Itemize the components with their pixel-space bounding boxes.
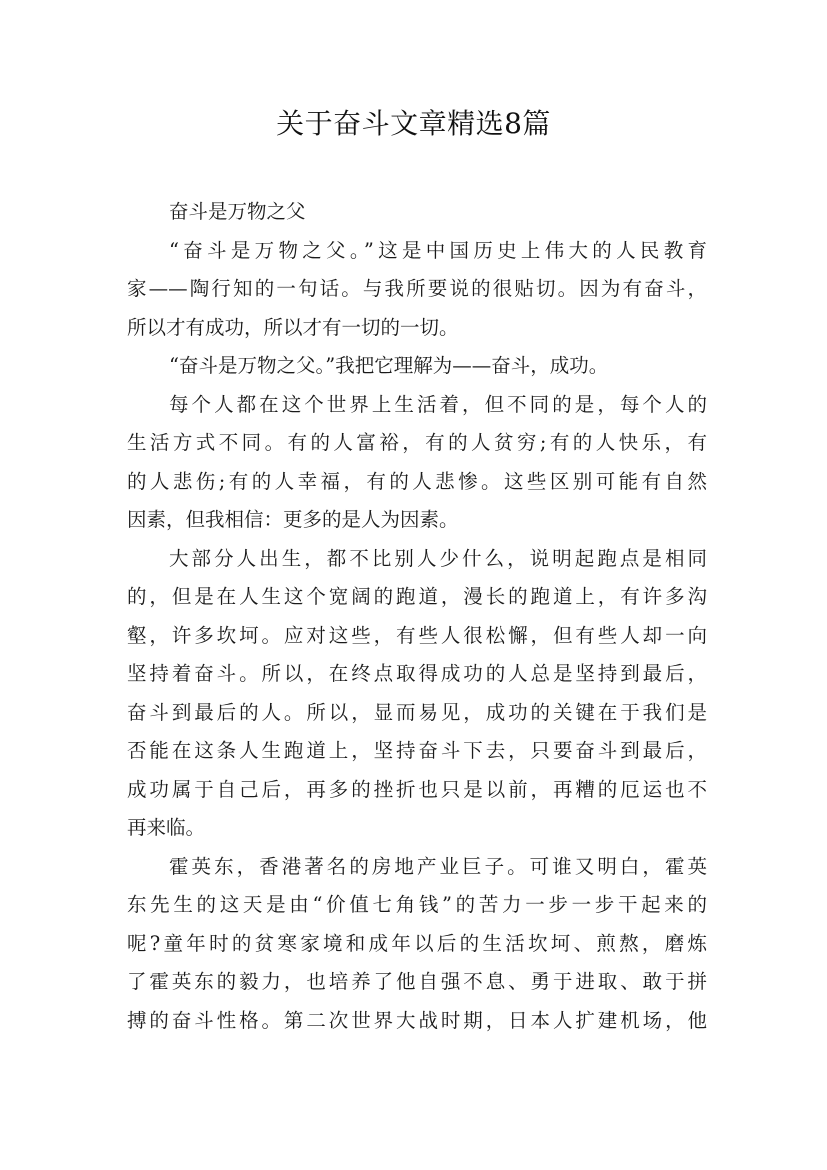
text-line: 大部分人出生，都不比别人少什么，说明起跑点是相同 — [169, 546, 707, 570]
text-line: 每个人都在这个世界上生活着，但不同的是，每个人的 — [169, 392, 707, 416]
text-line: “奋斗是万物之父。”我把它理解为——奋斗，成功。 — [169, 354, 609, 377]
text-line: 了霍英东的毅力，也培养了他自强不息、勇于进取、敢于拼 — [127, 970, 707, 993]
text-line: 奋斗是万物之父 — [169, 200, 306, 223]
text-line: “奋斗是万物之父。”这是中国历史上伟大的人民教育 — [169, 238, 707, 262]
text-line: 坚持着奋斗。所以，在终点取得成功的人总是坚持到最后， — [127, 662, 707, 685]
text-line: 因素，但我相信：更多的是人为因素。 — [127, 508, 459, 531]
text-line: 再来临。 — [127, 816, 206, 839]
text-line: 搏的奋斗性格。第二次世界大战时期，日本人扩建机场，他 — [127, 1008, 707, 1032]
text-line: 所以才有成功，所以才有一切的一切。 — [127, 315, 459, 339]
document-body — [127, 193, 707, 1040]
text-line: 东先生的这天是由“价值七角钱”的苦力一步一步干起来的 — [127, 893, 707, 916]
text-line: 霍英东，香港著名的房地产业巨子。可谁又明白，霍英 — [169, 854, 707, 878]
text-line: 壑，许多坎坷。应对这些，有些人很松懈，但有些人却一向 — [127, 623, 707, 647]
text-line: 成功属于自己后，再多的挫折也只是以前，再糟的厄运也不 — [127, 777, 707, 801]
text-line: 的，但是在人生这个宽阔的跑道，漫长的跑道上，有许多沟 — [127, 585, 707, 608]
text-line: 家——陶行知的一句话。与我所要说的很贴切。因为有奋斗， — [127, 277, 707, 300]
text-line: 呢?童年时的贫寒家境和成年以后的生活坎坷、煎熬，磨炼 — [127, 931, 707, 955]
text-line: 生活方式不同。有的人富裕，有的人贫穷;有的人快乐，有 — [127, 431, 707, 454]
text-line: 否能在这条人生跑道上，坚持奋斗下去，只要奋斗到最后， — [127, 739, 707, 762]
text-line: 的人悲伤;有的人幸福，有的人悲惨。这些区别可能有自然 — [127, 469, 707, 493]
document-title: 关于奋斗文章精选8篇 — [276, 107, 551, 140]
text-line: 奋斗到最后的人。所以，显而易见，成功的关键在于我们是 — [127, 700, 707, 724]
